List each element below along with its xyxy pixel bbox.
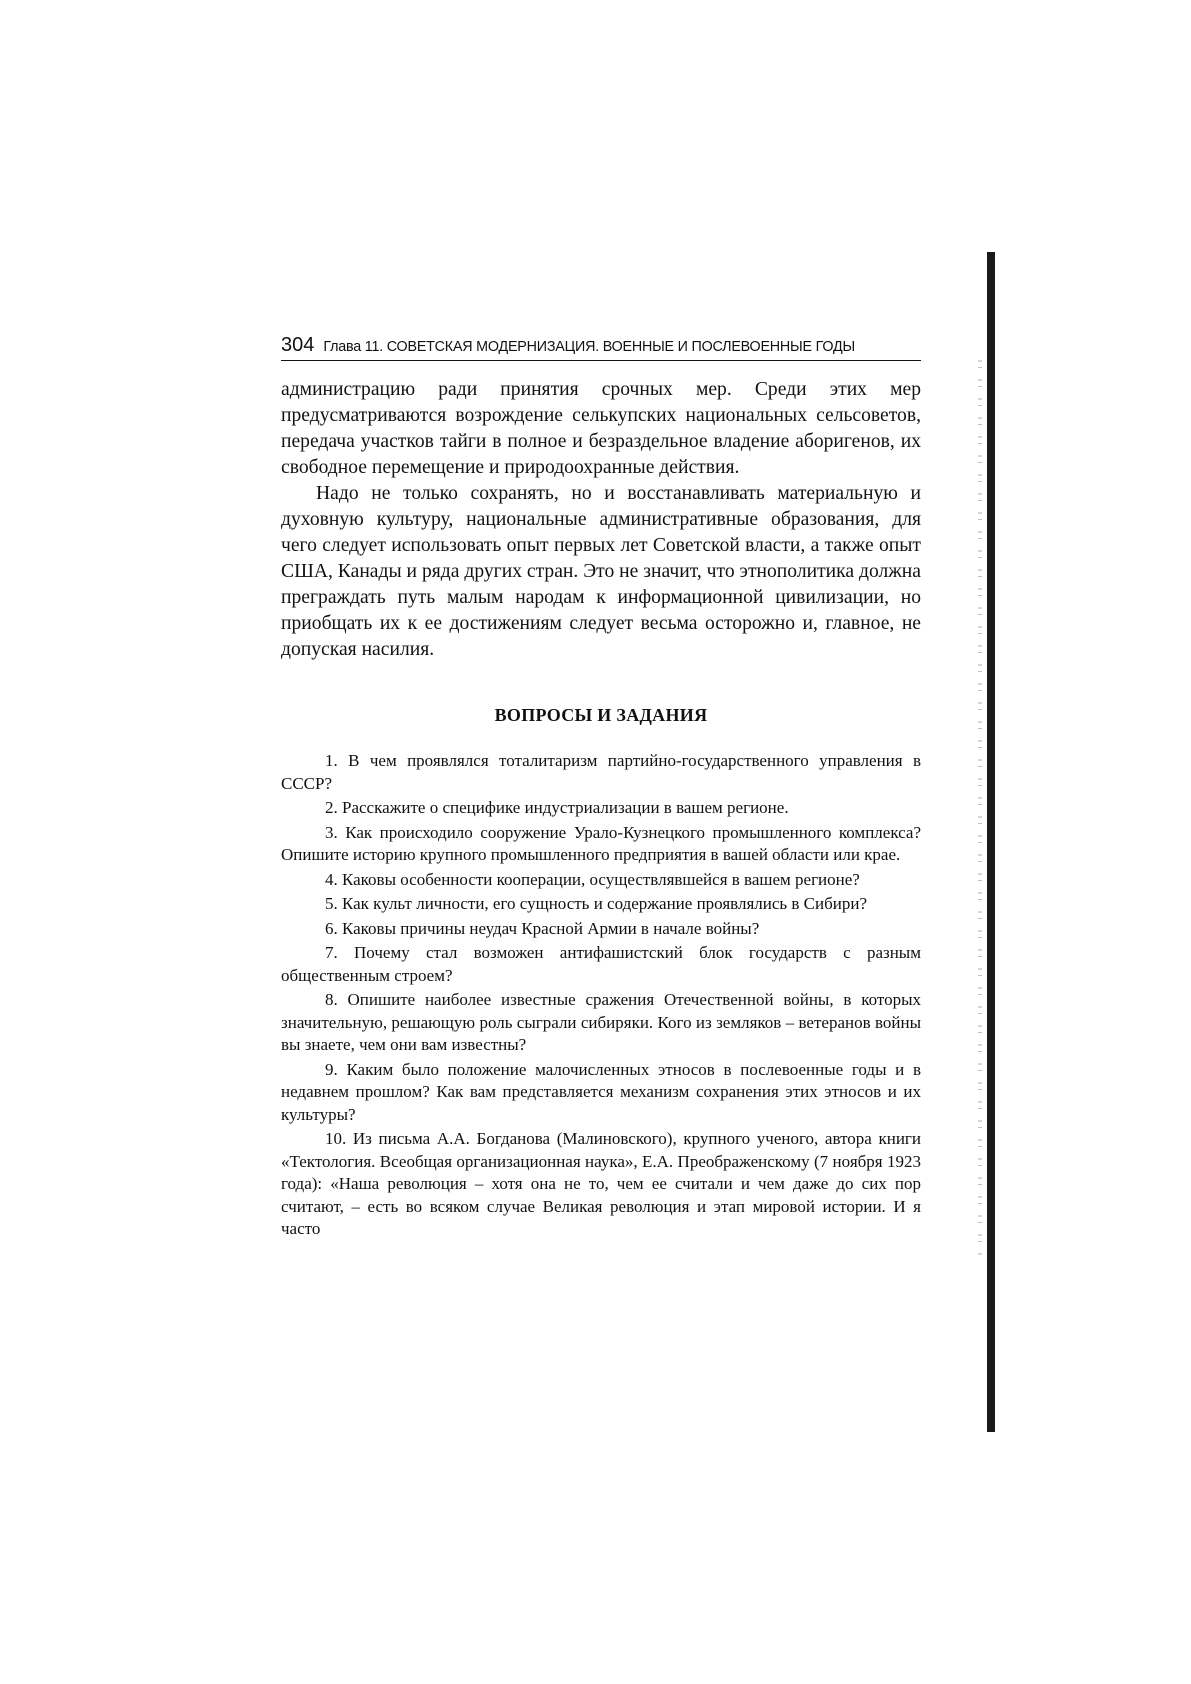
chapter-title: Глава 11. СОВЕТСКАЯ МОДЕРНИЗАЦИЯ. ВОЕННЫЕ И ПОСЛЕВОЕННЫЕ ГОДЫ bbox=[323, 339, 855, 355]
question-item: 3. Как происходило сооружение Урало-Кузнецкого промышленного комплекса? Опишите историю крупного промышленного предприятия в вашей области или крае. bbox=[281, 822, 921, 864]
body-text bbox=[281, 377, 921, 663]
running-header bbox=[281, 334, 921, 361]
questions-list bbox=[281, 750, 921, 1241]
question-item: 7. Почему стал возможен антифашистский блок государств с разным общественным строем? bbox=[281, 943, 921, 985]
scan-edge-shadow bbox=[987, 252, 995, 1432]
body-paragraph-2: Надо не только сохранять, но и восстанавливать материальную и духовную культуру, национальные административные образования, для чего следует использовать опыт первых лет Советской власти, а также опыт США, Канады и ряда других стран. Это не значит, что этнополитика должна преграждать путь малым народам к информационной цивилизации, но приобщать их к ее достижениям следует весьма осторожно и, главное, не допуская насилия. bbox=[281, 483, 921, 660]
question-item: 5. Как культ личности, его сущность и содержание проявлялись в Сибири? bbox=[325, 894, 867, 913]
scan-edge-noise bbox=[978, 360, 982, 1260]
question-item: 9. Каким было положение малочисленных этносов в послевоенные годы и в недавнем прошлом? Как вам представляется механизм сохранения этих этносов и их культуры? bbox=[281, 1059, 921, 1124]
body-paragraph-1: администрацию ради принятия срочных мер. Среди этих мер предусматриваются возрождение селькупских национальных сельсоветов, передача участков тайги в полное и безраздельное владение аборигенов, их свободное перемещение и природоохранные действия. bbox=[281, 379, 921, 478]
question-item: 10. Из письма А.А. Богданова (Малиновского), крупного ученого, автора книги «Тектология. Всеобщая организационная наука», Е.А. Преображенскому (7 ноября 1923 года): «Наша революция – хотя она не то, чем ее считали и чем даже до сих пор считают, – есть во всяком случае Великая революция и этап мировой истории. И я часто bbox=[281, 1129, 921, 1238]
page-number: 304 bbox=[281, 334, 315, 356]
question-item: 2. Расскажите о специфике индустриализации в вашем регионе. bbox=[325, 798, 789, 817]
book-page bbox=[281, 334, 921, 1243]
question-item: 6. Каковы причины неудач Красной Армии в начале войны? bbox=[325, 918, 760, 938]
question-item: 4. Каковы особенности кооперации, осуществлявшейся в вашем регионе? bbox=[325, 869, 860, 889]
question-item: 8. Опишите наиболее известные сражения Отечественной войны, в которых значительную, решающую роль сыграли сибиряки. Кого из земляков – ветеранов войны вы знаете, чем они вам известны? bbox=[281, 990, 921, 1054]
question-item: 1. В чем проявлялся тоталитаризм партийно-государственного управления в СССР? bbox=[281, 751, 921, 793]
section-heading: ВОПРОСЫ И ЗАДАНИЯ bbox=[494, 705, 708, 725]
